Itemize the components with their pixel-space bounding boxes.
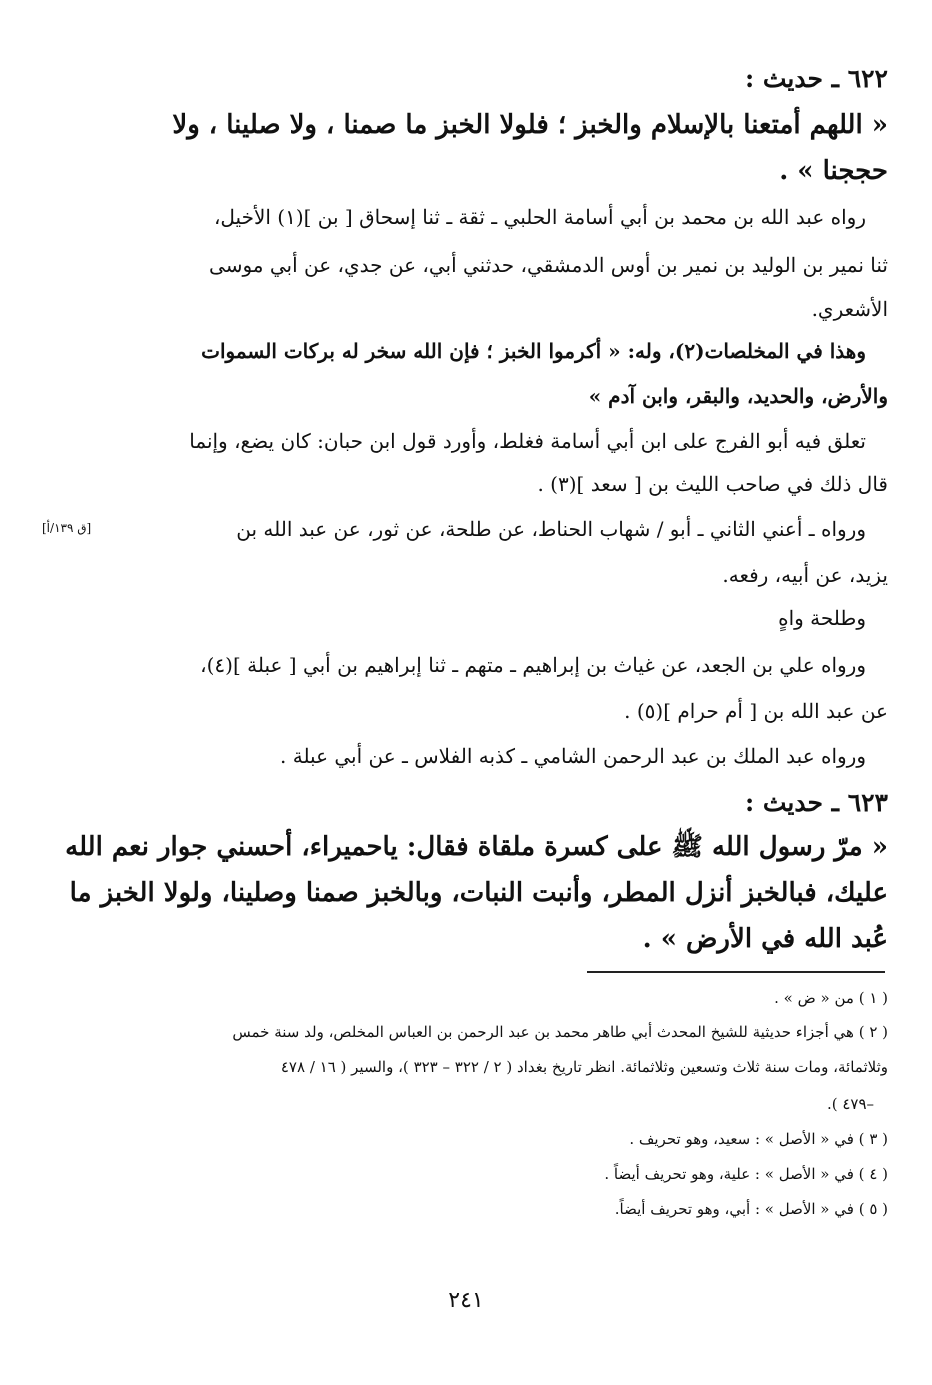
hadith-622-text-line-2: حججنا » . — [779, 156, 888, 186]
rawah-ali-line-1: ورواه علي بن الجعد، عن غياث بن إبراهيم ـ متهم ـ ثنا إبراهيم بن أبي [ عبلة ](٤)، — [200, 653, 866, 677]
mukhallisat-line-2: والأرض، والحديد، والبقر، وابن آدم » — [588, 384, 888, 408]
narration-line-2: ثنا نمير بن الوليد بن نمير بن أوس الدمشقي، حدثني أبي، عن جدي، عن أبي موسى — [209, 253, 888, 277]
manuscript-folio-note: [ق ١٣٩/أ] — [42, 521, 92, 535]
rawah-ali-line-2: عن عبد الله بن [ أم حرام ](٥) . — [624, 699, 888, 723]
footnote-2-line-2: وثلاثمائة، ومات سنة ثلاث وتسعين وثلاثمائة. انظر تاريخ بغداد ( ٢ / ٣٢٢ – ٣٢٣ )، والسير ( ١٦ / ٤٧٨ — [280, 1058, 888, 1076]
taaluq-line-2: قال ذلك في صاحب الليث بن [ سعد ](٣) . — [537, 472, 888, 496]
footnote-2-line-3: –٤٧٩ ). — [826, 1095, 874, 1113]
talha-line: وطلحة واهٍ — [778, 606, 866, 630]
footnote-separator — [587, 971, 885, 973]
rawah-thani-line-2: يزيد، عن أبيه، رفعه. — [722, 563, 888, 587]
footnote-5: ( ٥ ) في « الأصل » : أبي، وهو تحريف أيضاً. — [614, 1200, 888, 1218]
narration-line-3: الأشعري. — [811, 297, 888, 321]
footnote-1: ( ١ ) من « ض » . — [774, 989, 888, 1007]
hadith-623-text-line-2: عليك، فبالخبز أنزل المطر، وأنبت النبات، وبالخبز صمنا وصلينا، ولولا الخبز ما — [69, 878, 888, 908]
footnote-3: ( ٣ ) في « الأصل » : سعيد، وهو تحريف . — [629, 1130, 888, 1148]
rawah-thani-line-1: ورواه ـ أعني الثاني ـ أبو / شهاب الحناط، عن طلحة، عن ثور، عن عبد الله بن — [236, 517, 866, 541]
hadith-623-heading: ٦٢٣ ـ حديث : — [744, 788, 888, 817]
hadith-622-heading: ٦٢٢ ـ حديث : — [744, 64, 888, 93]
taaluq-line-1: تعلق فيه أبو الفرج على ابن أبي أسامة فغلط، وأورد قول ابن حبان: كان يضع، وإنما — [189, 429, 866, 453]
mukhallisat-line-1: وهذا في المخلصات(٢)، وله: « أكرموا الخبز ؛ فإن الله سخر له بركات السموات — [201, 339, 866, 363]
rawah-abd-malik-line: ورواه عبد الملك بن عبد الرحمن الشامي ـ كذبه الفلاس ـ عن أبي عبلة . — [280, 744, 866, 768]
hadith-623-text-line-3: عُبد الله في الأرض » . — [642, 924, 888, 954]
narration-line-1: رواه عبد الله بن محمد بن أبي أسامة الحلبي ـ ثقة ـ ثنا إسحاق [ بن ](١) الأخيل، — [213, 205, 866, 229]
hadith-622-text-line-1: « اللهم أمتعنا بالإسلام والخبز ؛ فلولا الخبز ما صمنا ، ولا صلينا ، ولا — [172, 110, 888, 140]
footnote-2-line-1: ( ٢ ) هي أجزاء حديثية للشيخ المحدث أبي طاهر محمد بن عبد الرحمن بن العباس المخلص، ولد سنة خمس — [232, 1023, 888, 1041]
footnote-4: ( ٤ ) في « الأصل » : علية، وهو تحريف أيضاً . — [604, 1165, 888, 1183]
hadith-623-text-line-1: « مرّ رسول الله ﷺ على كسرة ملقاة فقال: ياحميراء، أحسني جوار نعم الله — [65, 832, 888, 862]
page-number: ٢٤١ — [448, 1288, 484, 1313]
